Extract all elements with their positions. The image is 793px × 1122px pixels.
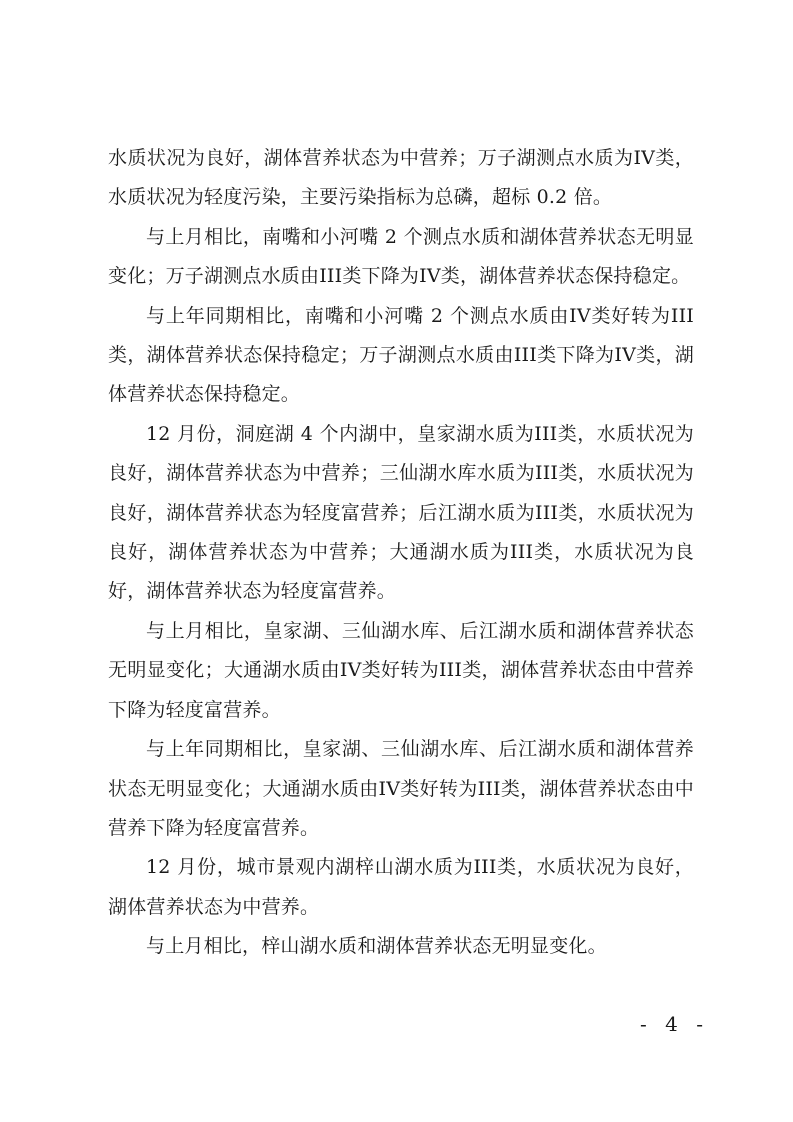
document-body — [108, 139, 694, 967]
page-number: - 4 - — [640, 1012, 709, 1036]
paragraph: 与上月相比，梓山湖水质和湖体营养状态无明显变化。 — [146, 935, 607, 958]
paragraph: 与上月相比，南嘴和小河嘴 2 个测点水质和湖体营养状态无明显变化；万子湖测点水质由III类下降为IV类，湖体营养状态保持稳定。 — [108, 225, 694, 288]
paragraph: 12 月份，城市景观内湖梓山湖水质为III类，水质状况为良好，湖体营养状态为中营养。 — [108, 856, 694, 918]
paragraph: 12 月份，洞庭湖 4 个内湖中，皇家湖水质为III类，水质状况为良好，湖体营养状态为中营养；三仙湖水库水质为III类，水质状况为良好，湖体营养状态为轻度富营养；后江湖水质为III类，水质状况为良好，湖体营养状态为中营养；大通湖水质为III类，水质状况为良好，湖体营养状态为轻度富营养。 — [108, 422, 694, 603]
paragraph: 与上月相比，皇家湖、三仙湖水库、后江湖水质和湖体营养状态无明显变化；大通湖水质由IV类好转为III类，湖体营养状态由中营养下降为轻度富营养。 — [108, 619, 694, 721]
paragraph: 与上年同期相比，皇家湖、三仙湖水库、后江湖水质和湖体营养状态无明显变化；大通湖水质由IV类好转为III类，湖体营养状态由中营养下降为轻度富营养。 — [108, 738, 694, 839]
paragraph: 与上年同期相比，南嘴和小河嘴 2 个测点水质由IV类好转为III类，湖体营养状态保持稳定；万子湖测点水质由III类下降为IV类，湖体营养状态保持稳定。 — [108, 304, 694, 406]
paragraph-continuation: 水质状况为良好，湖体营养状态为中营养；万子湖测点水质为IV类，水质状况为轻度污染，主要污染指标为总磷，超标 0.2 倍。 — [108, 147, 694, 209]
